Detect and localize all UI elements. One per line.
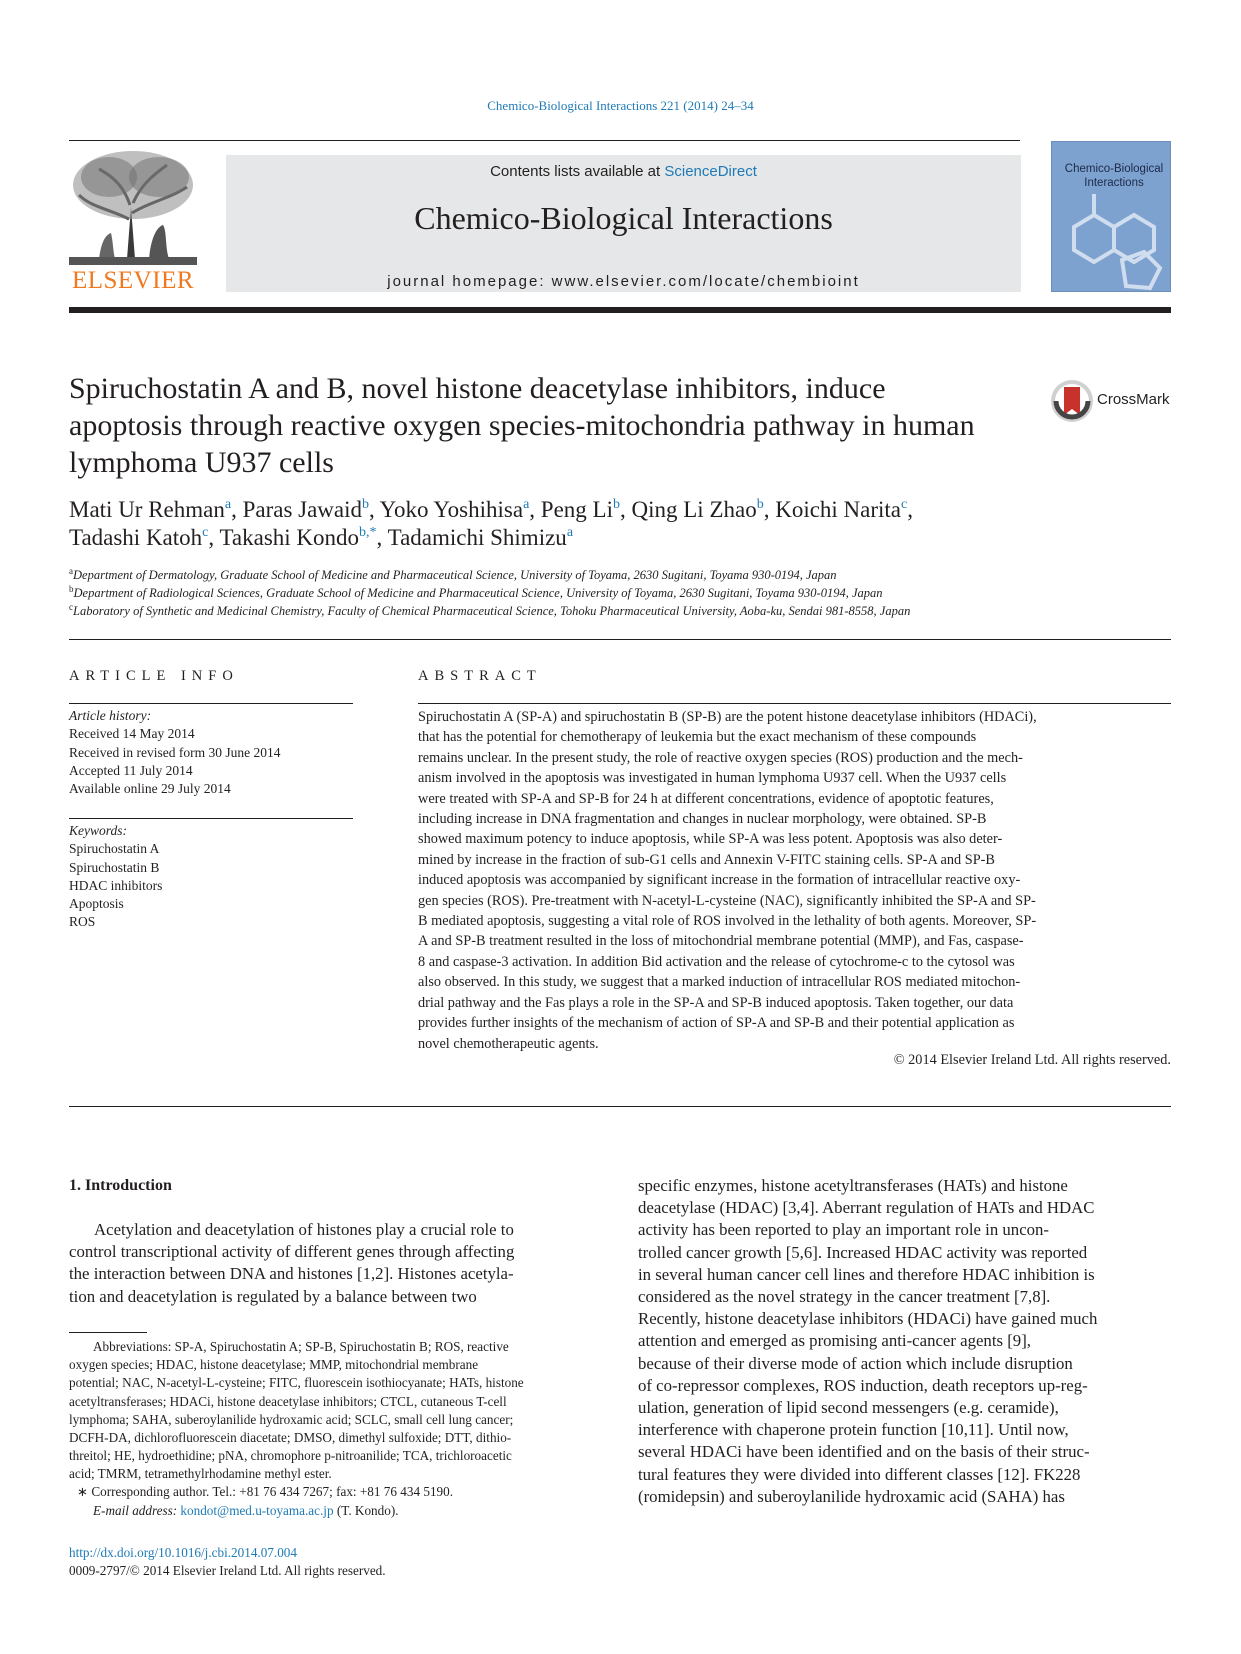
abstract-heading: ABSTRACT bbox=[418, 668, 542, 684]
crossmark-badge[interactable] bbox=[1050, 379, 1180, 423]
author-separator: , bbox=[907, 497, 913, 522]
issn-line: 0009-2797/© 2014 Elsevier Ireland Ltd. All rights reserved. bbox=[69, 1563, 386, 1578]
abstract-line: gen species (ROS). Pre-treatment with N-acetyl-L-cysteine (NAC), significantly inhibited the SP-A and SP- bbox=[418, 892, 1036, 909]
history-item: Available online 29 July 2014 bbox=[69, 781, 231, 797]
affiliation-list bbox=[69, 566, 1169, 620]
abstract-line: anism involved in the apoptosis was investigated in human lymphoma U937 cell. When the U937 cells bbox=[418, 770, 1007, 787]
intro-line: in several human cancer cell lines and therefore HDAC inhibition is bbox=[638, 1264, 1095, 1284]
abstract-line: were treated with SP-A and SP-B for 24 h at different concentrations, evidence of apoptotic features, bbox=[418, 790, 994, 807]
intro-line: considered as the novel strategy in the cancer treatment [7,8]. bbox=[638, 1287, 1051, 1307]
abstract-line: remains unclear. In the present study, the role of reactive oxygen species (ROS) production and the mech- bbox=[418, 749, 1023, 766]
crossmark-icon bbox=[1050, 379, 1094, 423]
author[interactable]: Tadamichi Shimizu$^a$ bbox=[387, 525, 574, 550]
abstract-line: induced apoptosis was accompanied by significant increase in the formation of intracellular reactive oxy- bbox=[418, 872, 1021, 889]
article-title: Spiruchostatin A and B, novel histone deacetylase inhibitors, induce apoptosis through reactive oxygen species-mitochondria pathway in human lymphoma U937 cells bbox=[69, 372, 975, 479]
intro-line: deacetylase (HDAC) [3,4]. Aberrant regulation of HATs and HDAC bbox=[638, 1198, 1095, 1218]
section-heading-introduction: 1. Introduction bbox=[69, 1177, 172, 1194]
intro-line: trolled cancer growth [5,6]. Increased HDAC activity was reported bbox=[638, 1242, 1088, 1262]
author[interactable]: Takashi Kondo$^{b,*}$ bbox=[219, 525, 377, 550]
author-separator: , bbox=[376, 525, 388, 550]
article-info-rule bbox=[69, 703, 353, 704]
author-separator: , bbox=[231, 497, 243, 522]
abbreviations-footnote bbox=[69, 1338, 602, 1484]
footnote-line: Abbreviations: SP-A, Spiruchostatin A; SP-B, Spiruchostatin B; ROS, reactive bbox=[93, 1339, 509, 1354]
header-top-rule bbox=[69, 140, 1020, 141]
abstract-line: Spiruchostatin A (SP-A) and spiruchostatin B (SP-B) are the potent histone deacetylase inhibitors (HDACi), bbox=[418, 709, 1037, 725]
email-footnote bbox=[93, 1502, 602, 1520]
intro-line: several HDACi have been identified and on the basis of their struc- bbox=[638, 1442, 1090, 1462]
journal-homepage[interactable]: journal homepage: www.elsevier.com/locate/chembioint bbox=[387, 273, 860, 290]
intro-line: activity has been reported to play an important role in uncon- bbox=[638, 1220, 1050, 1240]
intro-line: control transcriptional activity of different genes through affecting bbox=[69, 1242, 515, 1262]
keyword: Apoptosis bbox=[69, 896, 124, 912]
affiliation: $^c$Laboratory of Synthetic and Medicinal Chemistry, Faculty of Chemical Pharmaceutical Science, Tohoku Pharmaceutical University, Aoba-ku, Sendai 981-8558, Japan bbox=[69, 602, 911, 618]
abstract-line: also observed. In this study, we suggest that a marked induction of intracellular ROS mediated mitochon- bbox=[418, 974, 1021, 991]
abstract-line: mined by increase in the fraction of sub-G1 cells and Annexin V-FITC staining cells. SP-A and SP-B bbox=[418, 851, 995, 868]
intro-right-column bbox=[638, 1175, 1171, 1508]
affiliation-key: b bbox=[69, 584, 74, 594]
article-info-heading: ARTICLE INFO bbox=[69, 668, 239, 684]
intro-line: ulation, generation of lipid second messengers (e.g. ceramide), bbox=[638, 1398, 1059, 1418]
article-history bbox=[69, 707, 353, 798]
intro-line: of co-repressor complexes, ROS induction, death receptors up-reg- bbox=[638, 1375, 1088, 1395]
journal-name: Chemico-Biological Interactions bbox=[414, 200, 833, 236]
keyword: Spiruchostatin A bbox=[69, 841, 160, 857]
doi-link[interactable]: http://dx.doi.org/10.1016/j.cbi.2014.07.004 bbox=[69, 1545, 297, 1560]
contents-line bbox=[226, 163, 1021, 180]
journal-cover[interactable] bbox=[1051, 141, 1171, 292]
email-suffix: (T. Kondo). bbox=[333, 1503, 399, 1518]
keyword: ROS bbox=[69, 914, 96, 930]
author-affiliation-mark[interactable]: a bbox=[566, 525, 574, 540]
corresponding-author-footnote: ∗ Corresponding author. Tel.: +81 76 434 7267; fax: +81 76 434 5190. bbox=[77, 1484, 454, 1499]
intro-line: Recently, histone deacetylase inhibitors (HDACi) have gained much bbox=[638, 1309, 1098, 1329]
author-affiliation-mark[interactable]: c bbox=[901, 497, 908, 512]
intro-line: (romidepsin) and suberoylanilide hydroxamic acid (SAHA) has bbox=[638, 1486, 1065, 1506]
journal-banner bbox=[226, 155, 1021, 292]
keywords-label: Keywords: bbox=[69, 823, 127, 838]
footnote-line: DCFH-DA, dichlorofluorescein diacetate; DMSO, dimethyl sulfoxide; DTT, dithio- bbox=[69, 1430, 512, 1446]
email-label: E-mail address: bbox=[93, 1503, 181, 1518]
author-affiliation-mark[interactable]: b bbox=[613, 497, 620, 512]
footnote-line: threitol; HE, hydroethidine; pNA, chromophore p-nitroanilide; TCA, trichloroacetic bbox=[69, 1448, 512, 1464]
affiliation-key: a bbox=[69, 566, 73, 576]
affiliation: $^b$Department of Radiological Sciences, Graduate School of Medicine and Pharmaceutical Science, University of Toyama, 2630 Sugitani, Toyama 930-0194, Japan bbox=[69, 584, 883, 600]
elsevier-logo[interactable] bbox=[69, 147, 197, 293]
intro-line: interference with chaperone protein function [10,11]. Until now, bbox=[638, 1420, 1069, 1440]
author[interactable]: Koichi Narita$^c$ bbox=[775, 497, 908, 522]
footnote-line: lymphoma; SAHA, suberoylanilide hydroxamic acid; SCLC, small cell lung cancer; bbox=[69, 1411, 514, 1427]
abstract-line: including increase in DNA fragmentation and changes in nuclear morphology, were obtained. SP-B bbox=[418, 811, 987, 828]
history-item: Received in revised form 30 June 2014 bbox=[69, 744, 281, 760]
author-affiliation-mark[interactable]: b bbox=[756, 497, 764, 512]
header-thick-rule bbox=[69, 307, 1171, 313]
keywords bbox=[69, 822, 353, 932]
author-affiliation-mark[interactable]: a bbox=[224, 497, 232, 512]
keyword: HDAC inhibitors bbox=[69, 877, 163, 893]
footnote-line: acetyltransferases; HDACi, histone deacetylase inhibitors; CTCL, cutaneous T-cell bbox=[69, 1393, 507, 1409]
intro-left-column bbox=[69, 1219, 602, 1308]
author[interactable]: Mati Ur Rehman$^a$ bbox=[69, 497, 232, 522]
history-label: Article history: bbox=[69, 708, 152, 723]
author-affiliation-mark[interactable]: a bbox=[523, 497, 530, 512]
author-separator: , bbox=[369, 497, 380, 522]
abstract-line: B mediated apoptosis, suggesting a vital role of ROS involved in the lethality of both agents. Moreover, SP- bbox=[418, 913, 1037, 930]
abstract-line: drial pathway and the Fas plays a role in the SP-A and SP-B induced apoptosis. Taken together, our data bbox=[418, 994, 1014, 1011]
abstract-line: A and SP-B treatment resulted in the loss of mitochondrial membrane potential (MMP), and Fas, caspase- bbox=[418, 933, 1024, 950]
author-affiliation-mark[interactable]: b bbox=[362, 497, 370, 512]
author-separator: , bbox=[208, 525, 220, 550]
affiliation-key: c bbox=[69, 602, 73, 612]
abstract-line: showed maximum potency to induce apoptosis, while SP-A was less potent. Apoptosis was also deter- bbox=[418, 831, 1003, 848]
body-rule bbox=[69, 1106, 1171, 1107]
abstract-line: novel chemotherapeutic agents. bbox=[418, 1035, 599, 1052]
journal-reference-link[interactable]: Chemico-Biological Interactions 221 (2014) 24–34 bbox=[487, 98, 754, 113]
affiliation: $^a$Department of Dermatology, Graduate School of Medicine and Pharmaceutical Science, University of Toyama, 2630 Sugitani, Toyama 930-0194, Japan bbox=[69, 566, 837, 582]
author[interactable]: Qing Li Zhao$^b$ bbox=[631, 497, 764, 522]
author-affiliation-mark[interactable]: c bbox=[202, 525, 209, 540]
intro-line: Acetylation and deacetylation of histones play a crucial role to bbox=[94, 1220, 514, 1239]
abstract-line: provides further insights of the mechanism of action of SP-A and SP-B and their potential application as bbox=[418, 1015, 1015, 1032]
footnote-line: oxygen species; HDAC, histone deacetylase; MMP, mitochondrial membrane bbox=[69, 1357, 479, 1373]
keywords-rule bbox=[69, 818, 353, 819]
intro-line: specific enzymes, histone acetyltransferases (HATs) and histone bbox=[638, 1176, 1068, 1195]
footnote-rule bbox=[69, 1332, 147, 1333]
section-rule bbox=[69, 639, 1171, 640]
footnote-line: potential; NAC, N-acetyl-L-cysteine; FITC, fluorescein isothiocyanate; HATs, histone bbox=[69, 1375, 524, 1391]
intro-line: because of their diverse mode of action which include disruption bbox=[638, 1353, 1073, 1373]
author-separator: , bbox=[763, 497, 776, 522]
abstract-rule bbox=[418, 703, 1171, 704]
publisher-name: ELSEVIER bbox=[71, 267, 195, 294]
sciencedirect-link[interactable]: ScienceDirect bbox=[664, 163, 757, 180]
abstract-line: that has the potential for chemotherapy of leukemia but the exact mechanism of these compounds bbox=[418, 729, 977, 746]
author[interactable]: Tadashi Katoh$^c$ bbox=[69, 525, 209, 550]
intro-line: attention and emerged as promising anti-cancer agents [9], bbox=[638, 1331, 1031, 1351]
abstract-text bbox=[418, 707, 1171, 1054]
email-link[interactable]: kondot@med.u-toyama.ac.jp bbox=[180, 1503, 334, 1518]
history-item: Accepted 11 July 2014 bbox=[69, 762, 193, 778]
keyword: Spiruchostatin B bbox=[69, 859, 160, 875]
author-separator: , bbox=[620, 497, 632, 522]
author[interactable]: Peng Li$^b$ bbox=[540, 497, 620, 522]
abstract-line: 8 and caspase-3 activation. In addition Bid activation and the release of cytochrome-c to the cytosol was bbox=[418, 953, 1015, 970]
crossmark-label: CrossMark bbox=[1097, 391, 1170, 408]
author[interactable]: Paras Jawaid$^b$ bbox=[242, 497, 370, 522]
intro-line: tion and deacetylation is regulated by a balance between two bbox=[69, 1286, 477, 1306]
elsevier-tree-icon bbox=[69, 147, 197, 265]
history-item: Received 14 May 2014 bbox=[69, 726, 195, 742]
footnote-line: acid; TMRM, tetramethylrhodamine methyl ester. bbox=[69, 1466, 332, 1482]
abstract-copyright: © 2014 Elsevier Ireland Ltd. All rights reserved. bbox=[893, 1052, 1171, 1068]
author-list bbox=[69, 496, 1169, 552]
author-separator: , bbox=[529, 497, 541, 522]
intro-line: tural features they were divided into different classes [12]. FK228 bbox=[638, 1464, 1081, 1484]
author[interactable]: Yoko Yoshihisa$^a$ bbox=[379, 497, 530, 522]
intro-line: the interaction between DNA and histones [1,2]. Histones acetyla- bbox=[69, 1264, 514, 1284]
author-affiliation-mark[interactable]: b,* bbox=[359, 525, 377, 540]
contents-prefix: Contents lists available at bbox=[490, 163, 665, 180]
cover-title: Chemico-Biological Interactions bbox=[1064, 163, 1164, 189]
